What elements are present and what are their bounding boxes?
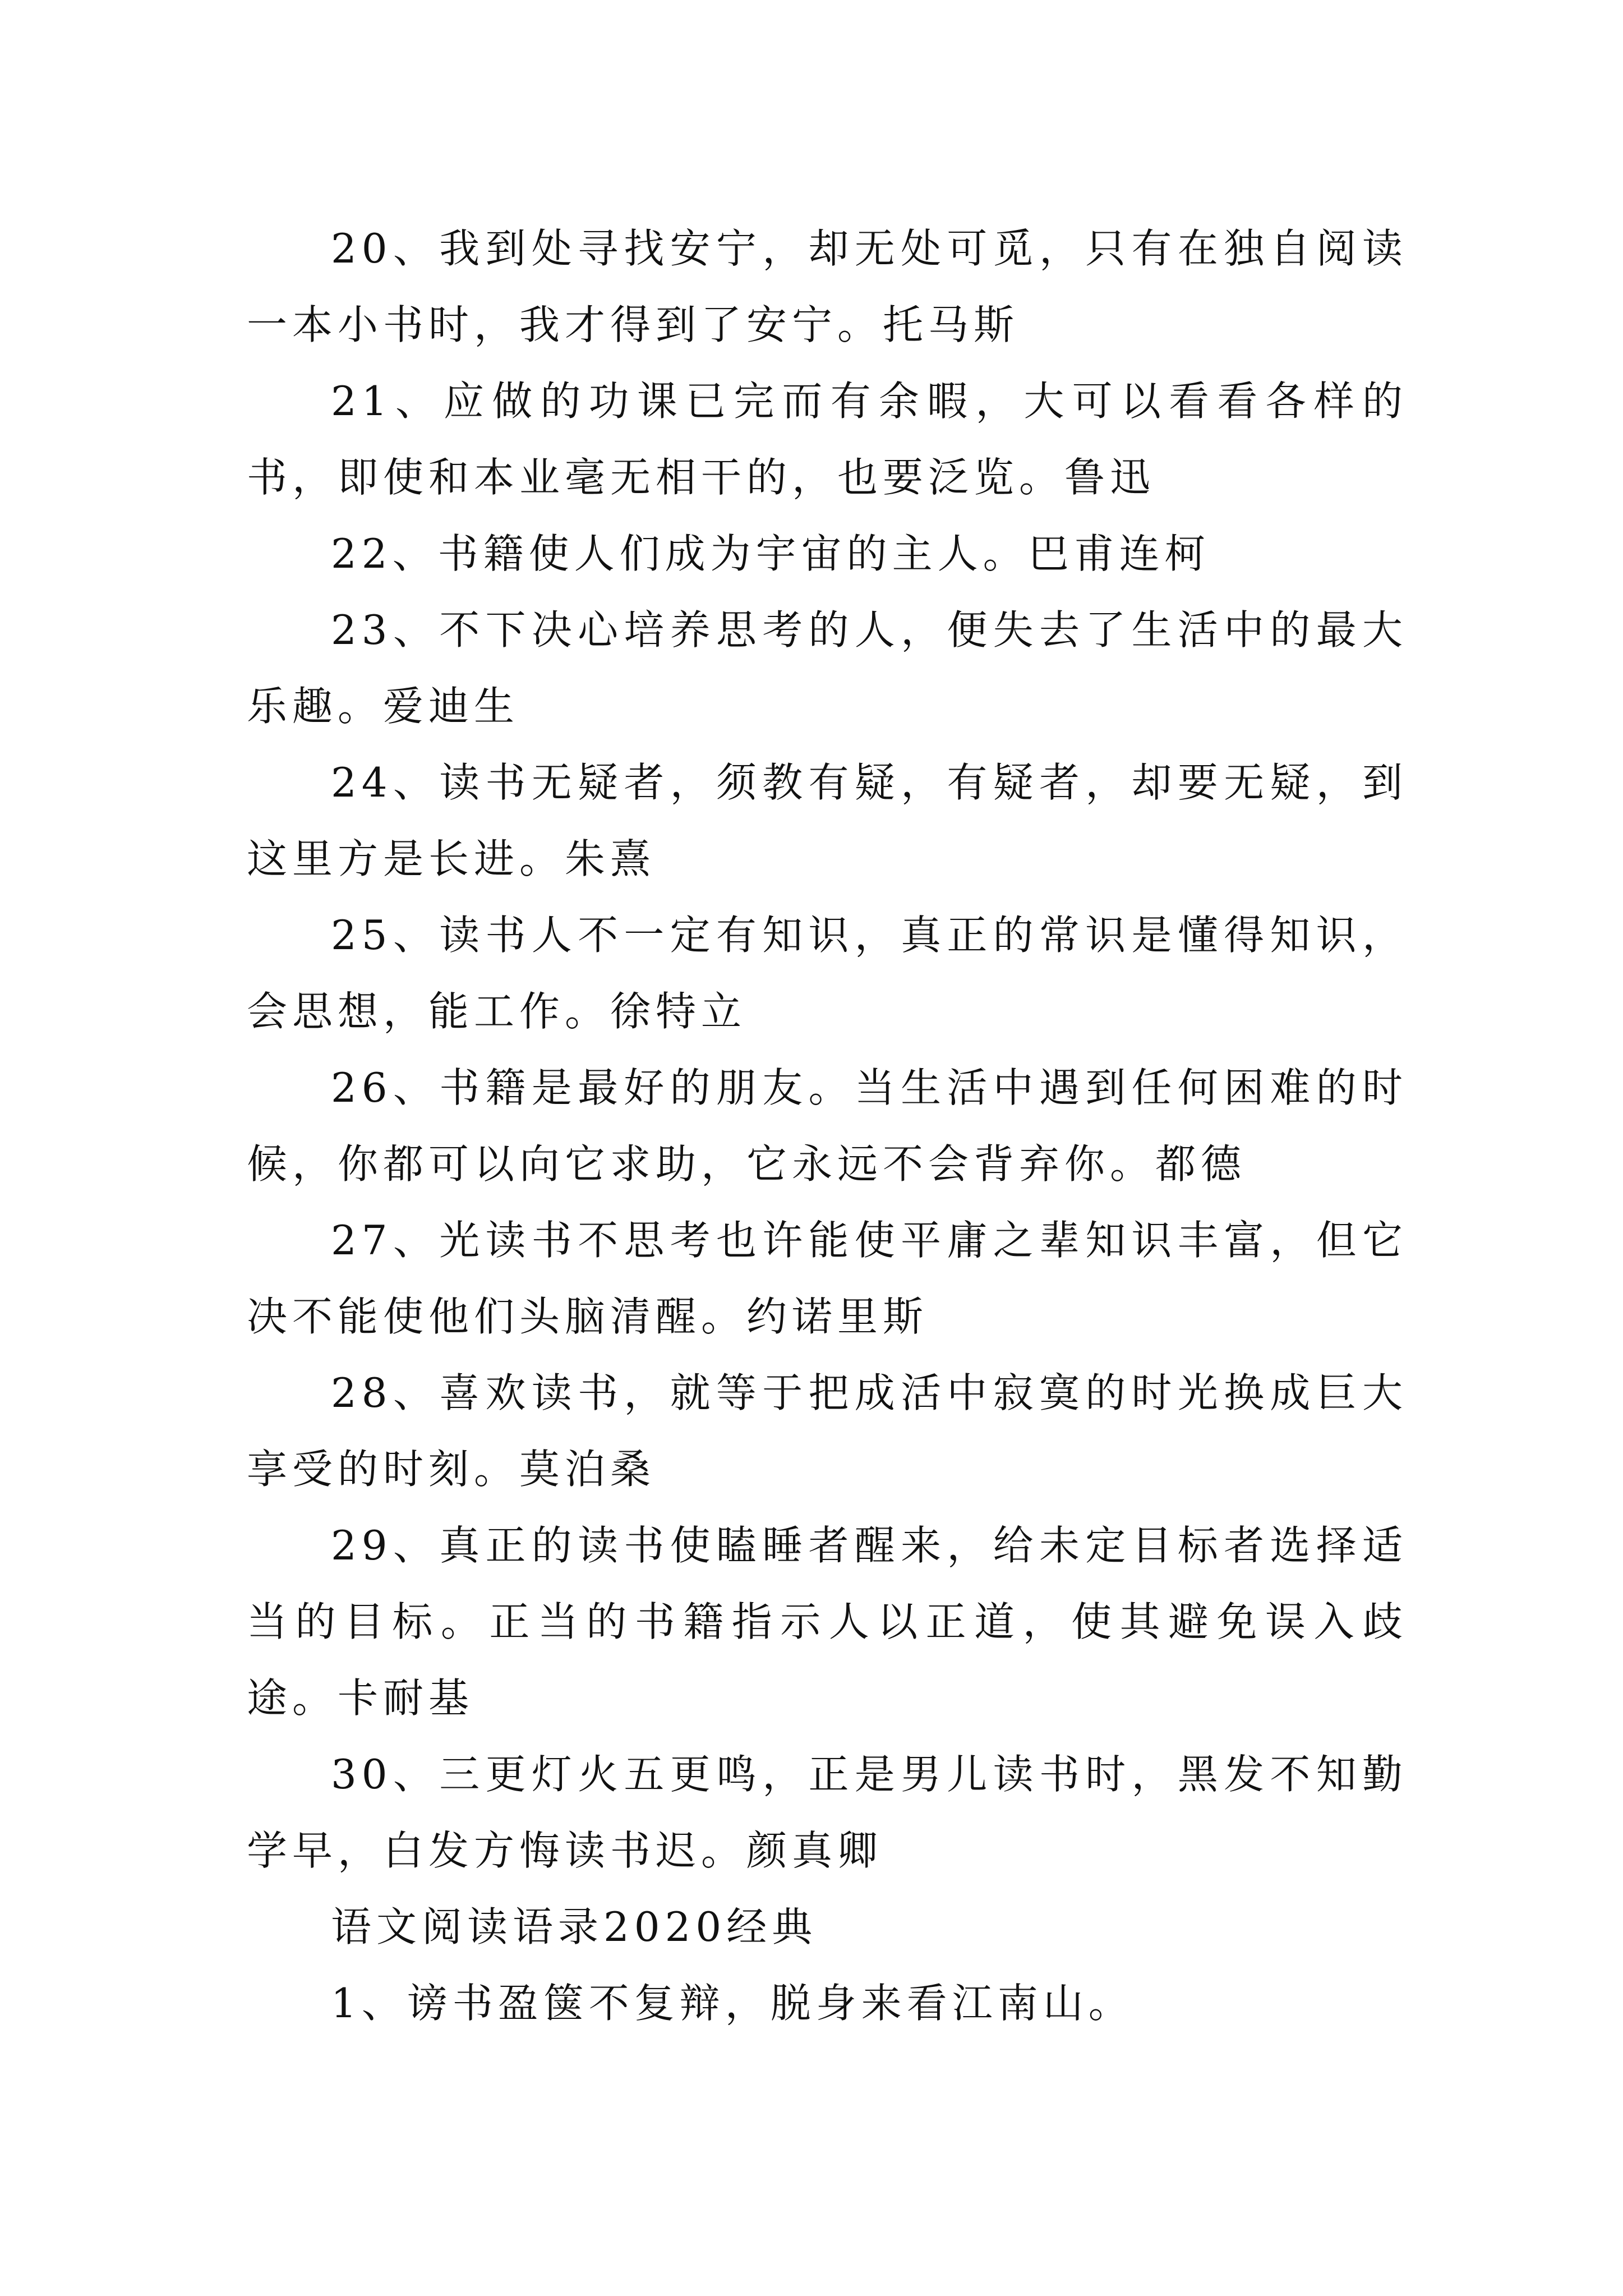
quote-paragraph-20: 20、我到处寻找安宁，却无处可觅，只有在独自阅读一本小书时，我才得到了安宁。托马斯 [247, 225, 1408, 348]
quote-paragraph-22: 22、书籍使人们成为宇宙的主人。巴甫连柯 [331, 530, 1210, 577]
quote-paragraph-26: 26、书籍是最好的朋友。当生活中遇到任何困难的时候，你都可以向它求助，它永远不会背弃你。都德 [247, 1064, 1408, 1188]
quote-paragraph-21: 21、应做的功课已完而有余暇，大可以看看各样的书，即使和本业毫无相干的，也要泛览。鲁迅 [247, 378, 1408, 501]
quote-paragraph-24: 24、读书无疑者，须教有疑，有疑者，却要无疑，到这里方是长进。朱熹 [247, 759, 1408, 882]
section-title: 语文阅读语录2020经典 [331, 1903, 818, 1950]
quote-paragraph-27: 27、光读书不思考也许能使平庸之辈知识丰富，但它决不能使他们头脑清醒。约诺里斯 [247, 1217, 1408, 1340]
quote-paragraph-30: 30、三更灯火五更鸣，正是男儿读书时，黑发不知勤学早，白发方悔读书迟。颜真卿 [247, 1751, 1408, 1874]
section-quote-1: 1、谤书盈箧不复辩，脱身来看江南山。 [331, 1980, 1134, 2027]
quote-paragraph-29: 29、真正的读书使瞌睡者醒来，给未定目标者选择适当的目标。正当的书籍指示人以正道，使其避免误入歧途。卡耐基 [247, 1522, 1408, 1722]
quote-paragraph-23: 23、不下决心培养思考的人，便失去了生活中的最大乐趣。爱迪生 [247, 606, 1408, 730]
quote-paragraph-28: 28、喜欢读书，就等于把成活中寂寞的时光换成巨大享受的时刻。莫泊桑 [247, 1369, 1408, 1493]
quote-paragraph-25: 25、读书人不一定有知识，真正的常识是懂得知识，会思想，能工作。徐特立 [247, 912, 1408, 1035]
document-body [247, 210, 1408, 2041]
